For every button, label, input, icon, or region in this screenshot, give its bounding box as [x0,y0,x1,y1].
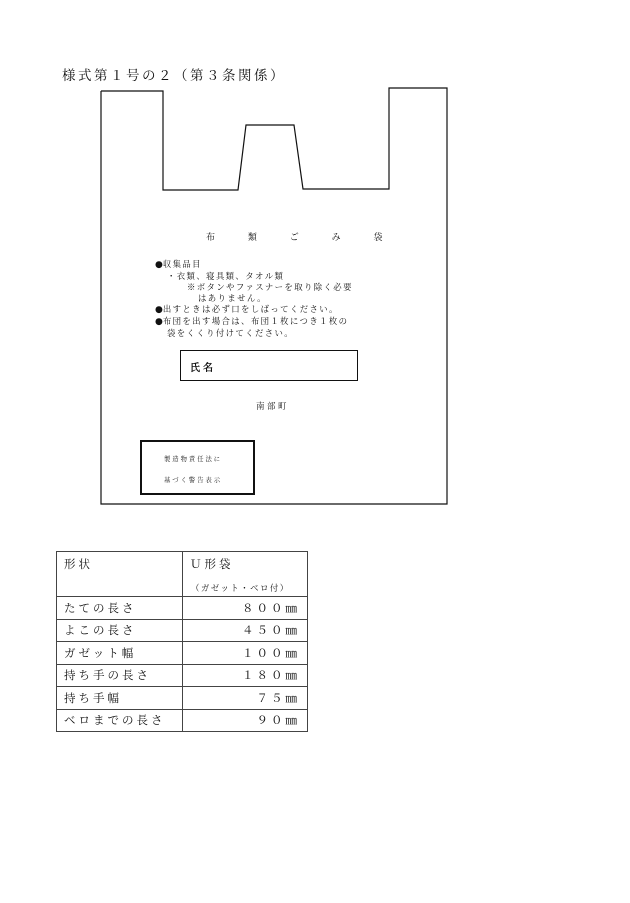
row-label: 持ち手幅 [57,687,183,710]
row-value: ４５０㎜ [183,619,308,642]
table-row [57,642,308,665]
bag-label: 布 類 ご み 袋 [206,233,398,243]
row-label: たての長さ [57,597,183,620]
table-row [57,597,308,620]
row-value: ８００㎜ [183,597,308,620]
header-label-cell: 形状 [57,552,183,597]
shape-sub: （ガゼット・ベロ付） [191,583,290,593]
form-title: 様式第１号の２（第３条関係） [62,68,286,84]
warning-line: 基づく警告表示 [164,477,223,484]
row-value: １００㎜ [183,642,308,665]
warning-line: 製造物責任法に [164,456,223,463]
bag-notes [155,259,353,339]
row-value: １８０㎜ [183,664,308,687]
note-line: ※ボタンやファスナーを取り除く必要 [187,282,353,292]
note-line: ●収集品目 [155,259,202,270]
name-field-box [180,350,358,381]
table-row [57,619,308,642]
shape-main: Ｕ形袋 [190,557,234,571]
table-row [57,687,308,710]
row-label: よこの長さ [57,619,183,642]
row-value: ９０㎜ [183,709,308,732]
row-label: ガゼット幅 [57,642,183,665]
table-row [57,664,308,687]
name-label: 氏名 [190,363,216,374]
note-line: はありません。 [198,293,267,303]
note-line: ●布団を出す場合は、布団１枚につき１枚の [155,316,349,327]
row-value: ７５㎜ [183,687,308,710]
row-label: ベロまでの長さ [57,709,183,732]
town-name: 南部町 [256,402,290,412]
note-line: 袋をくくり付けてください。 [167,328,295,338]
note-line: ●出すときは必ず口をしばってください。 [155,304,339,315]
header-value-cell [183,552,308,597]
warning-label-box [140,440,255,495]
spec-table [56,551,308,732]
table-header-row [57,552,308,597]
table-row [57,709,308,732]
row-label: 持ち手の長さ [57,664,183,687]
note-line: ・衣類、寝具類、タオル類 [167,271,285,281]
